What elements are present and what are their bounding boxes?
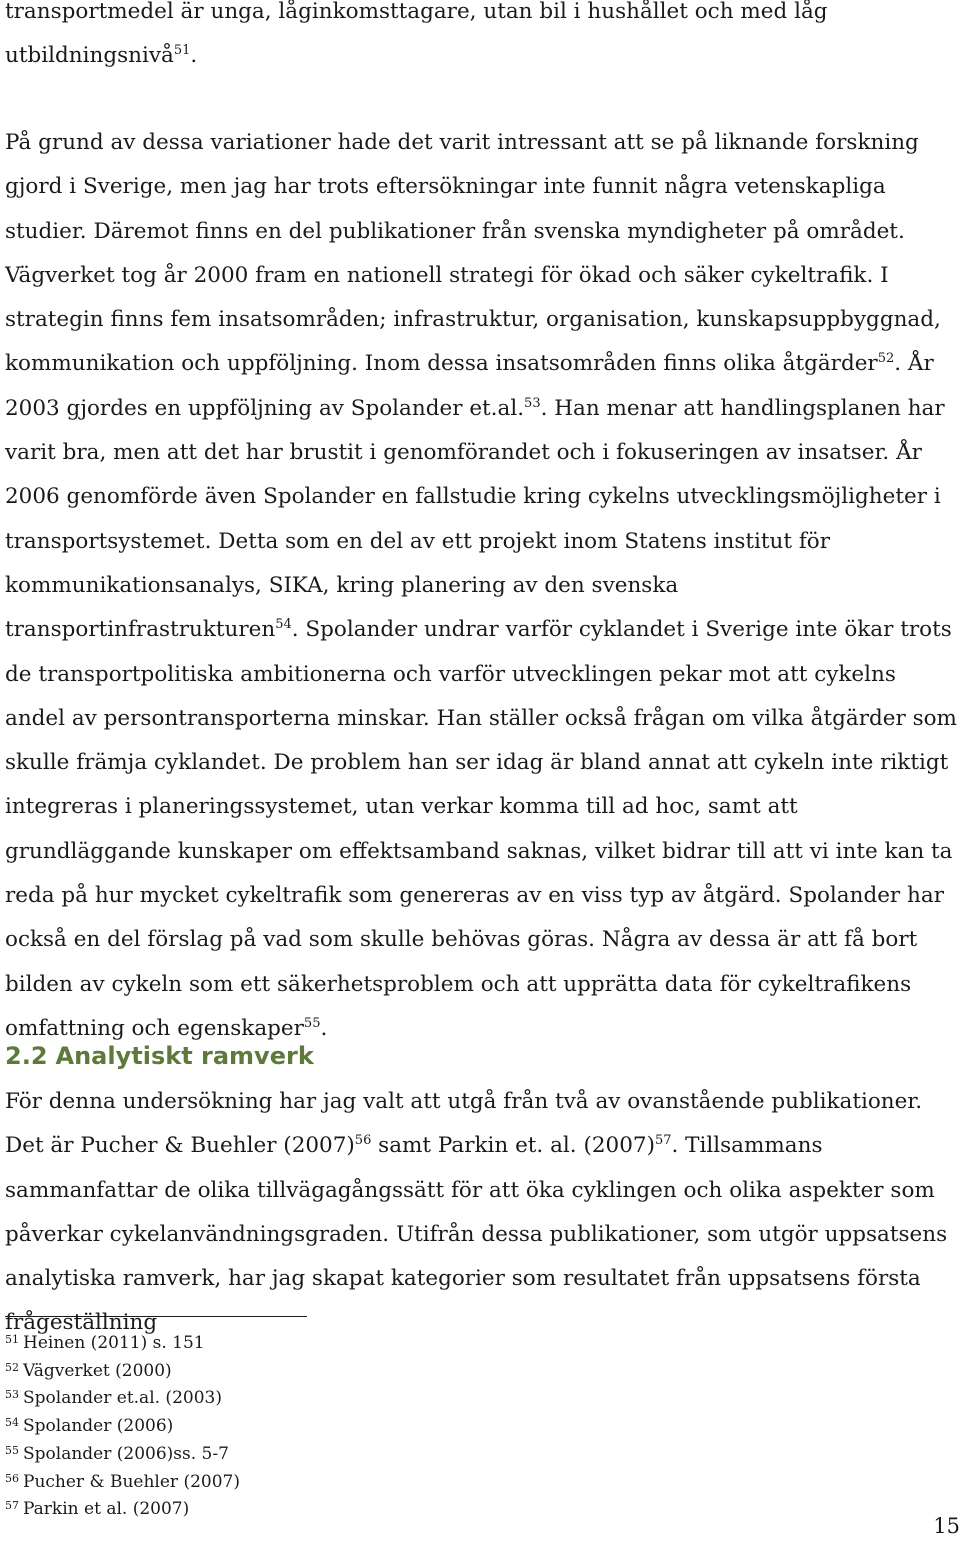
- footnote-number: 53: [5, 1388, 19, 1402]
- paragraph-text: På grund av dessa variationer hade det varit intressant att se på liknande forskning gjord i Sverige, men jag har trots eftersökningar inte funnit några vetenskapliga studier. Däremot finns en del publikationer från svenska myndigheter på området. Vägverket tog år 2000 fram en nationell strategi för ökad och säker cykeltrafik. I strategin finns fem insatsområden; infrastruktur, organisation, kunskapsuppbyggnad, kommunikation och uppföljning. Inom dessa insatsområden finns olika åtgärder: [5, 130, 941, 377]
- paragraph-text: samt Parkin et. al. (2007): [371, 1133, 655, 1159]
- section-heading: [5, 1036, 314, 1076]
- footnote-number: 56: [5, 1471, 19, 1485]
- paragraph-text: .: [320, 1015, 328, 1041]
- paragraph-text: . År 2003 gjordes en uppföljning av Spolander et.al.: [5, 351, 934, 421]
- footnote-separator: [5, 1316, 307, 1317]
- footnote-ref-53[interactable]: 53: [524, 395, 541, 411]
- footnote-text: Vägverket (2000): [23, 1360, 172, 1381]
- footnote-text: Spolander (2006): [23, 1416, 174, 1437]
- footnote-number: 57: [5, 1499, 19, 1513]
- footnote-item: [5, 1328, 240, 1356]
- footnote-text: Heinen (2011) s. 151: [23, 1333, 205, 1353]
- paragraph-text: . Spolander undrar varför cyklandet i Sverige inte ökar trots de transportpolitiska ambitionerna och varför utvecklingen pekar mot att cykelns andel av persontransporterna minskar. Han ställer också frågan om vilka åtgärder som skulle främja cyklandet. De problem han ser idag är bland annat att cykeln inte riktigt integreras i planeringssystemet, utan verkar komma till ad hoc, samt att grundläggande kunskaper om effektsamband saknas, vilket bidrar till att vi inte kan ta reda på hur mycket cykeltrafik som genereras av en viss typ av åtgärd. Spolander har också en del förslag på vad som skulle behövas göras. Några av dessa är att få bort bilden av cykeln som ett säkerhetsproblem och att upprätta data för cykeltrafikens omfattning och egenskaper: [5, 617, 957, 1041]
- footnote-text: Parkin et al. (2007): [23, 1499, 190, 1520]
- footnote-text: Spolander (2006)ss. 5-7: [23, 1443, 229, 1464]
- footnote-text: Pucher & Buehler (2007): [23, 1471, 240, 1492]
- footnote-item: [5, 1411, 240, 1439]
- footnote-ref-55[interactable]: 55: [303, 1015, 321, 1031]
- footnote-list: [5, 1328, 240, 1522]
- footnote-number: 54: [5, 1416, 19, 1430]
- footnote-item: [5, 1356, 240, 1384]
- footnote-ref-51[interactable]: 51: [173, 43, 191, 59]
- footnote-number: 51: [5, 1333, 19, 1346]
- paragraph-text: transportmedel är unga, låginkomsttagare, utan bil i hushållet och med låg utbildningsnivå: [5, 0, 828, 69]
- footnote-item: [5, 1439, 240, 1467]
- footnote-ref-56[interactable]: 56: [354, 1133, 372, 1149]
- footnote-text: Spolander et.al. (2003): [23, 1388, 222, 1409]
- body-paragraph-3: [5, 1080, 960, 1346]
- paragraph-text: För denna undersökning har jag valt att utgå från två av ovanstående publikationer. Det är Pucher & Buehler (2007): [5, 1089, 923, 1159]
- body-paragraph-1: [5, 0, 960, 79]
- paragraph-text: . Han menar att handlingsplanen har varit bra, men att det har brustit i genomförandet och i fokuseringen av insatser. År 2006 genomförde även Spolander en fallstudie kring cykelns utvecklingsmöjligheter i transportsystemet. Detta som en del av ett projekt inom Statens institut för kommunikationsanalys, SIKA, kring planering av den svenska transportinfrastrukturen: [5, 395, 945, 643]
- footnote-item: [5, 1494, 240, 1522]
- paragraph-text: .: [190, 43, 198, 69]
- paragraph-text: . Tillsammans sammanfattar de olika tillvägagångssätt för att öka cyklingen och olika aspekter som påverkar cykelanvändningsgraden. Utifrån dessa publikationer, som utgör uppsatsens analytiska ramverk, har jag skapat kategorier som resultatet från uppsatsens första frågeställning: [5, 1133, 948, 1336]
- section-number: 2.2: [5, 1042, 48, 1070]
- footnote-item: [5, 1383, 240, 1411]
- footnote-number: 55: [5, 1443, 19, 1457]
- footnote-number: 52: [5, 1360, 19, 1374]
- footnote-item: [5, 1467, 240, 1495]
- section-title: Analytiskt ramverk: [55, 1042, 314, 1070]
- footnote-ref-54[interactable]: 54: [275, 617, 292, 633]
- body-paragraph-2: [5, 121, 960, 1051]
- footnote-ref-57[interactable]: 57: [654, 1133, 672, 1149]
- page-number: 15: [933, 1514, 960, 1538]
- footnote-ref-52[interactable]: 52: [877, 351, 895, 367]
